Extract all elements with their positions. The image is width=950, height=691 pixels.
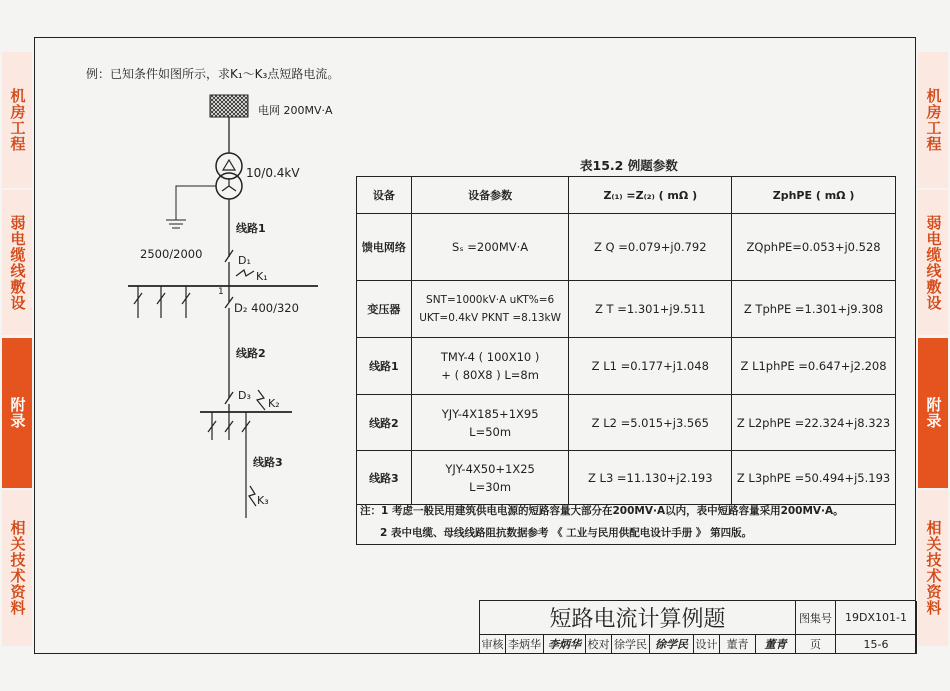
transformer-label: 10/0.4kV xyxy=(246,166,300,180)
table-header-row xyxy=(357,177,896,214)
param-cell: YJY-4X50+1X25 L=30m xyxy=(411,451,569,505)
param-cell: Sₛ =200MV·A xyxy=(411,214,569,281)
device-cell: 变压器 xyxy=(357,281,412,338)
designer-signature: 董青 xyxy=(756,635,796,654)
fault-k1-marker xyxy=(236,270,254,276)
line1-label: 线路1 xyxy=(236,222,266,235)
z-cell: Z T =1.301+j9.511 xyxy=(569,281,732,338)
review-label: 审核 xyxy=(480,635,506,654)
bus2-feeders xyxy=(208,412,250,518)
side-tab-related-info[interactable]: 相关技术资料 xyxy=(2,490,32,646)
page-number: 15-6 xyxy=(836,635,917,654)
z-cell: Z L3 =11.130+j2.193 xyxy=(569,451,732,505)
side-tab-weak-cable-right[interactable]: 弱电缆线敷设 xyxy=(918,190,948,335)
atlas-label: 图集号 xyxy=(796,601,836,635)
table-row xyxy=(357,281,896,338)
grid-source-symbol xyxy=(210,95,248,117)
side-tab-machine-room[interactable]: 机房工程 xyxy=(2,52,32,188)
param-cell: YJY-4X185+1X95 L=50m xyxy=(411,395,569,451)
param-cell: SNT=1000kV·A uKT%=6 UKT=0.4kV PKNT =8.13kW xyxy=(411,281,569,338)
transformer-symbol xyxy=(166,153,242,228)
breaker-rating-1: 2500/2000 xyxy=(140,247,203,261)
d1-label: D₁ xyxy=(238,254,251,267)
designer-name: 董青 xyxy=(720,635,756,654)
zpe-cell: Z TphPE =1.301+j9.308 xyxy=(732,281,896,338)
fault-k3-marker xyxy=(249,486,256,506)
table-title: 表15.2 例题参数 xyxy=(580,158,678,173)
table-row xyxy=(357,395,896,451)
zpe-cell: Z L1phPE =0.647+j2.208 xyxy=(732,338,896,395)
table-row xyxy=(357,338,896,395)
table-notes: 注：1 考虑一般民用建筑供电电源的短路容量大部分在200MV·A以内，表中短路容量采用200MV·A。 2 表中电缆、母线线路阻抗数据参考 《 工业与民用供配电设计手册 》 第四版。 xyxy=(360,505,844,539)
fault-k2-marker xyxy=(257,390,265,410)
atlas-number: 19DX101-1 xyxy=(836,601,917,635)
device-cell: 线路2 xyxy=(357,395,412,451)
z-cell: Z L1 =0.177+j1.048 xyxy=(569,338,732,395)
side-tab-related-info-right[interactable]: 相关技术资料 xyxy=(918,490,948,646)
param-cell: TMY-4 ( 100X10 ) + ( 80X8 ) L=8m xyxy=(411,338,569,395)
device-cell: 馈电网络 xyxy=(357,214,412,281)
side-tab-weak-cable[interactable]: 弱电缆线敷设 xyxy=(2,190,32,335)
checker-signature: 徐学民 xyxy=(650,635,694,654)
z-cell: Z L2 =5.015+j3.565 xyxy=(569,395,732,451)
k2-label: K₂ xyxy=(268,397,280,410)
grid-label: 电网 200MV·A xyxy=(258,104,333,117)
design-label: 设计 xyxy=(694,635,720,654)
zpe-cell: Z L3phPE =50.494+j5.193 xyxy=(732,451,896,505)
device-cell: 线路3 xyxy=(357,451,412,505)
bus-number: 1 xyxy=(218,287,224,297)
bus1-feeders xyxy=(134,286,190,318)
page-label: 页 xyxy=(796,635,836,654)
k1-label: K₁ xyxy=(256,270,268,283)
line2-label: 线路2 xyxy=(236,347,266,360)
table-row xyxy=(357,214,896,281)
d2-label: D₂ 400/320 xyxy=(234,301,299,315)
col-header: 设备参数 xyxy=(411,177,569,214)
zpe-cell: ZQphPE=0.053+j0.528 xyxy=(732,214,896,281)
device-cell: 线路1 xyxy=(357,338,412,395)
col-header: Z₍₁₎ =Z₍₂₎ ( mΩ ) xyxy=(569,177,732,214)
k3-label: K₃ xyxy=(257,494,269,507)
col-header: 设备 xyxy=(357,177,412,214)
example-intro: 例：已知条件如图所示，求K₁～K₃点短路电流。 xyxy=(86,67,340,81)
d3-label: D₃ xyxy=(238,389,251,402)
drawing-title: 短路电流计算例题 xyxy=(480,601,796,635)
parameter-table xyxy=(356,176,896,505)
side-tab-appendix-right[interactable]: 附录 xyxy=(918,338,948,488)
reviewer-name: 李炳华 xyxy=(506,635,544,654)
z-cell: Z Q =0.079+j0.792 xyxy=(569,214,732,281)
side-tab-appendix[interactable]: 附录 xyxy=(2,338,32,488)
reviewer-signature: 李炳华 xyxy=(544,635,586,654)
check-label: 校对 xyxy=(586,635,612,654)
checker-name: 徐学民 xyxy=(612,635,650,654)
col-header: ZphPE ( mΩ ) xyxy=(732,177,896,214)
title-block xyxy=(479,600,916,654)
line3-label: 线路3 xyxy=(253,456,283,469)
side-tab-machine-room-right[interactable]: 机房工程 xyxy=(918,52,948,188)
zpe-cell: Z L2phPE =22.324+j8.323 xyxy=(732,395,896,451)
